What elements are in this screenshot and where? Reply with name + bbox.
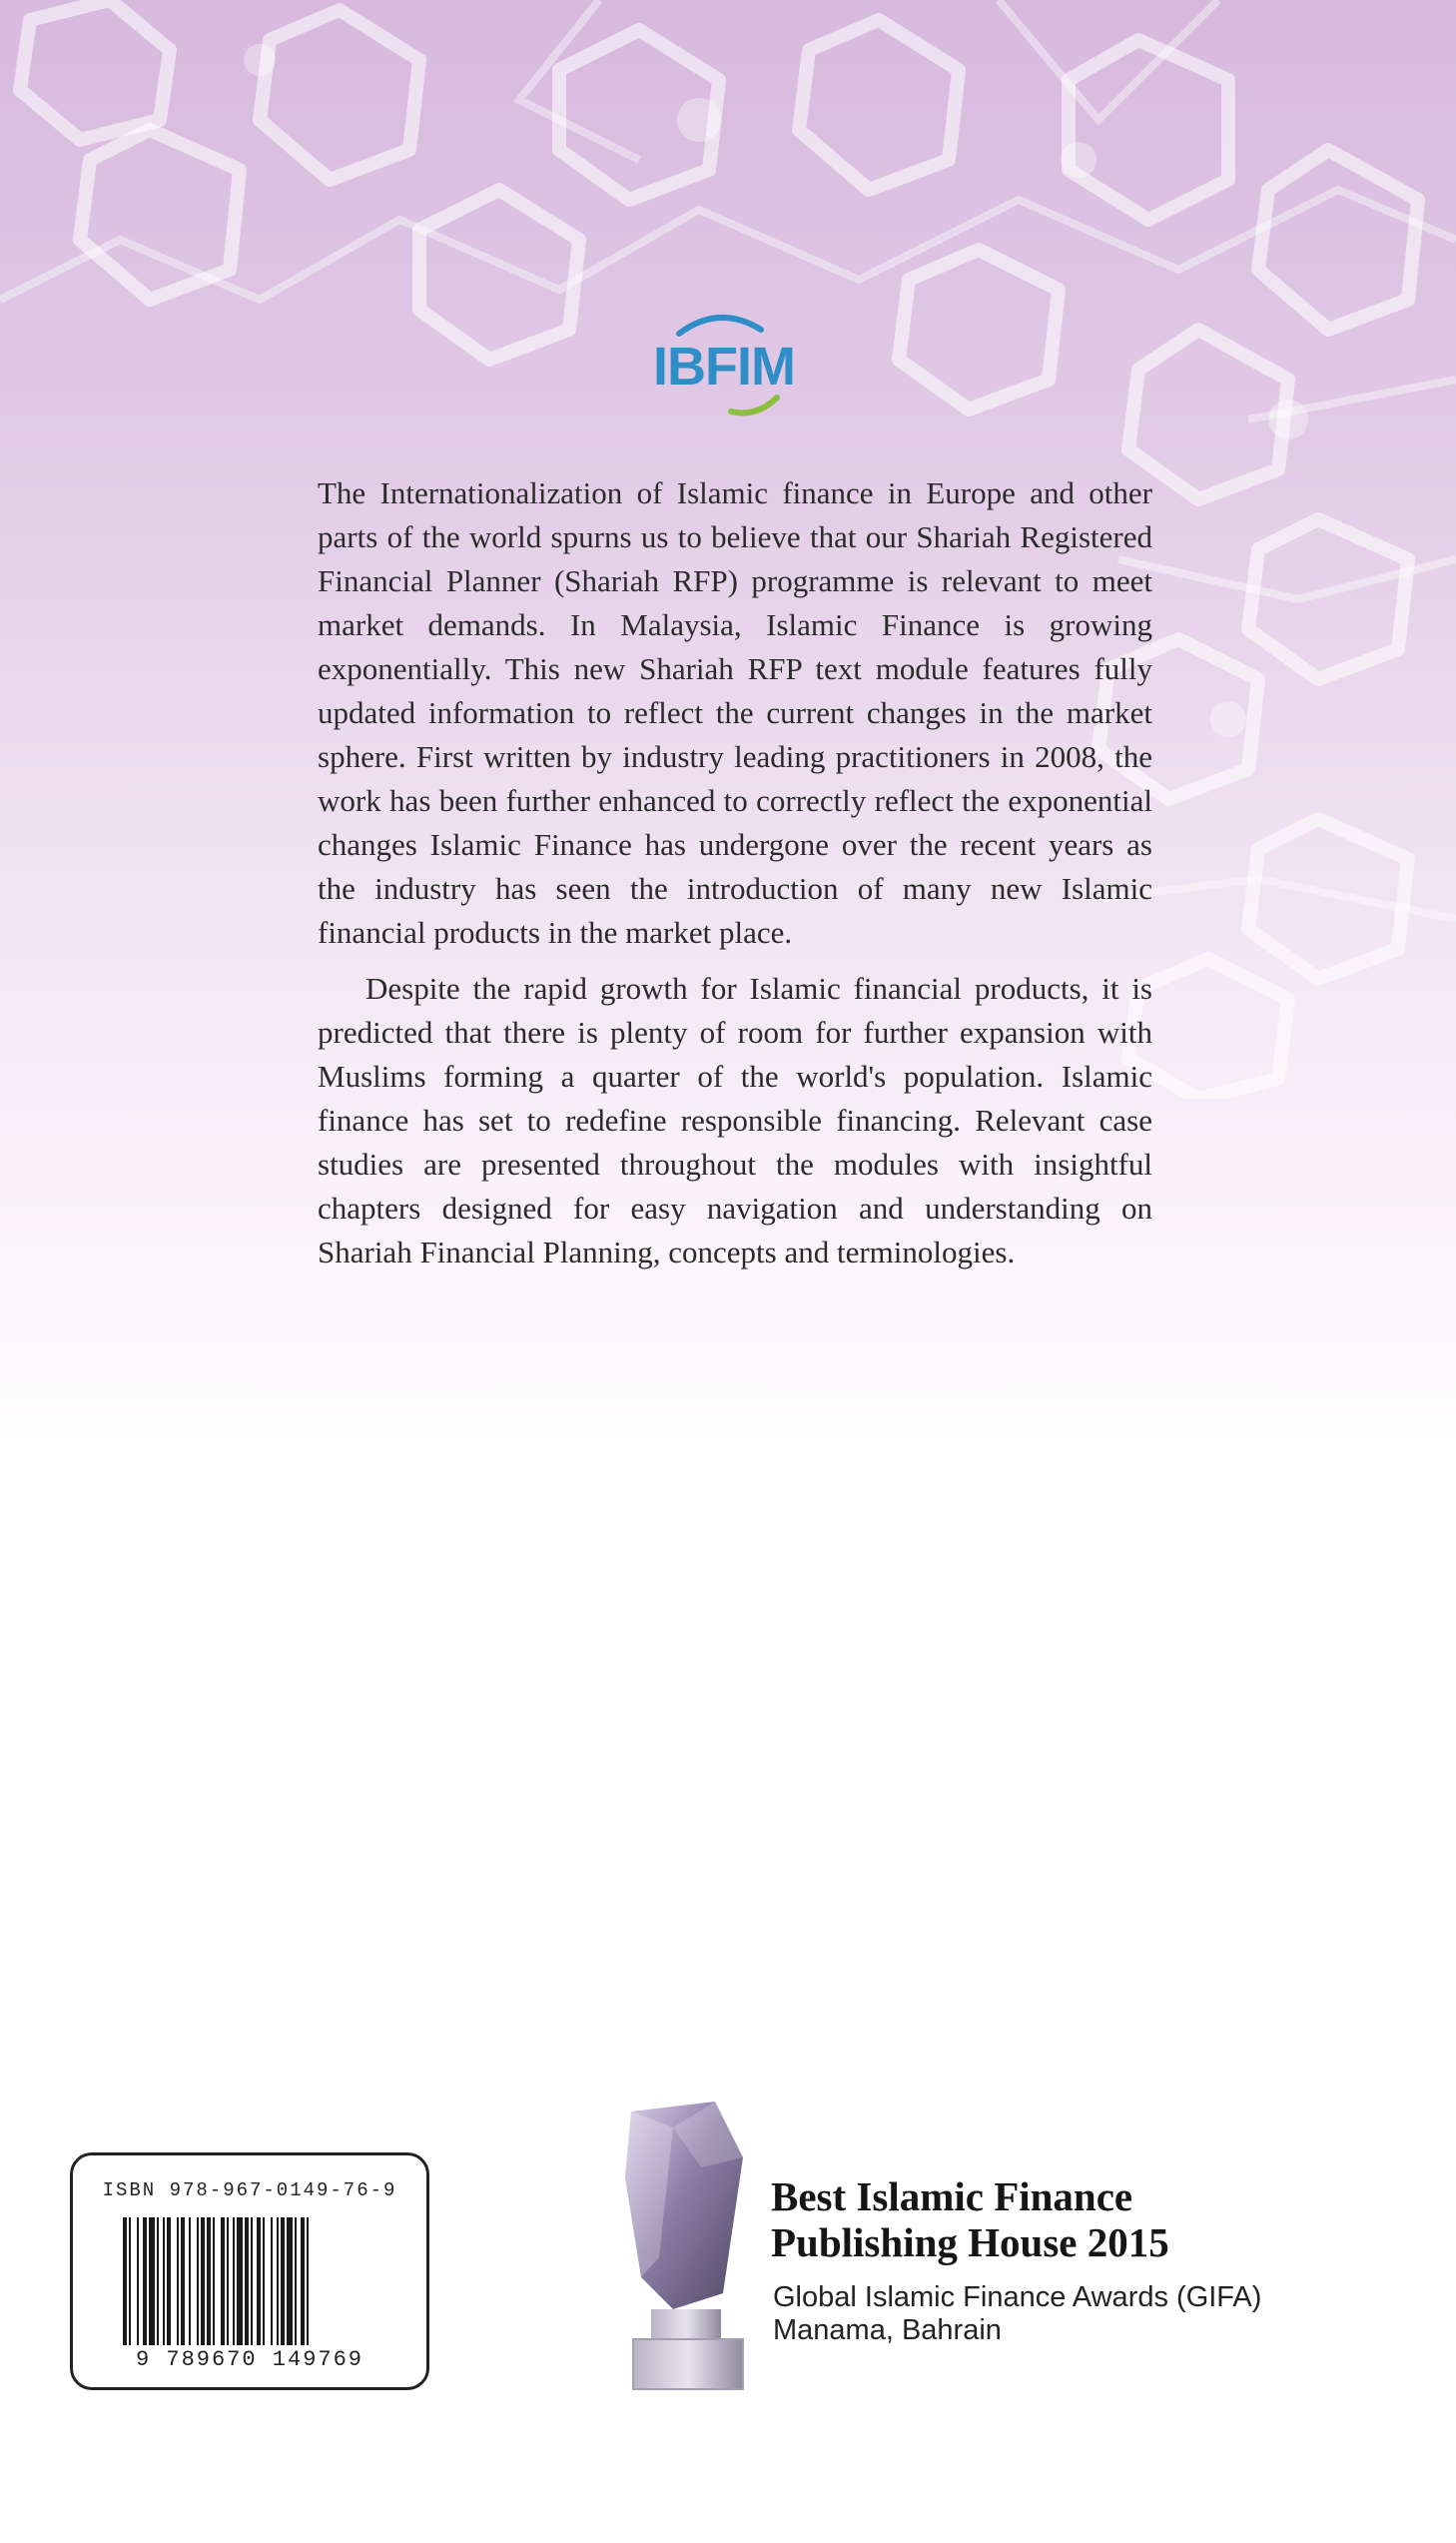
ibfim-logo xyxy=(639,300,819,429)
isbn-barcode xyxy=(70,2152,429,2390)
barcode-icon xyxy=(121,2217,384,2345)
trophy-icon xyxy=(611,2098,761,2397)
award-subtitle xyxy=(773,2281,1412,2347)
award-title-line-2: Publishing House 2015 xyxy=(771,2219,1169,2265)
award-subtitle-line-2: Manama, Bahrain xyxy=(773,2314,1002,2346)
barcode-digits: 9 789670 149769 xyxy=(135,2347,364,2372)
isbn-label: ISBN 978-967-0149-76-9 xyxy=(102,2179,397,2201)
award-title xyxy=(771,2173,1410,2265)
award-title-line-1: Best Islamic Finance xyxy=(771,2173,1133,2219)
blurb-paragraph-2: Despite the rapid growth for Islamic financial products, it is predicted that there is plenty of room for further expansion with Muslims forming a quarter of the world's population. Islamic finance has set to redefine responsible financing. Relevant case studies are presented throughout the modules with insightful chapters designed for easy navigation and understanding on Shariah Financial Planning, concepts and terminologies. xyxy=(318,971,1152,1270)
blurb-paragraph-1: The Internationalization of Islamic finance in Europe and other parts of the world spurns us to believe that our Shariah Registered Financial Planner (Shariah RFP) programme is relevant to meet market demands. In Malaysia, Islamic Finance is growing exponentially. This new Shariah RFP text module features fully updated information to reflect the current changes in the market sphere. First written by industry leading practitioners in 2008, the work has been further enhanced to correctly reflect the exponential changes Islamic Finance has undergone over the recent years as the industry has seen the introduction of many new Islamic financial products in the market place. xyxy=(318,475,1152,950)
logo-text: IBFIM xyxy=(653,337,795,397)
blurb-text xyxy=(318,471,1152,1274)
award-subtitle-line-1: Global Islamic Finance Awards (GIFA) xyxy=(773,2281,1262,2313)
